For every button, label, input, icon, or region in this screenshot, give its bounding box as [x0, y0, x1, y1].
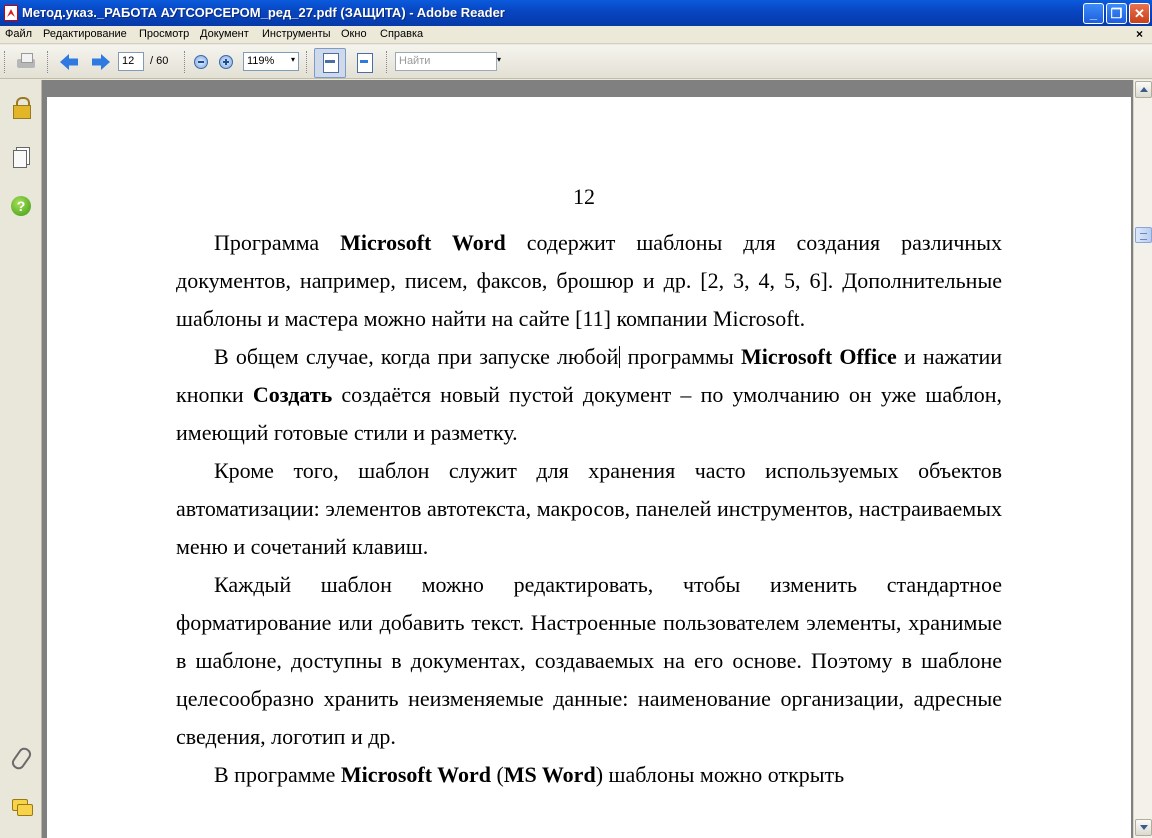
- minimize-button[interactable]: _: [1083, 3, 1104, 24]
- pages-icon[interactable]: [11, 146, 31, 168]
- close-button[interactable]: ✕: [1129, 3, 1150, 24]
- search-dropdown-icon[interactable]: ▾: [497, 55, 502, 64]
- previous-page-icon[interactable]: [58, 51, 80, 73]
- attachment-icon[interactable]: [11, 746, 31, 768]
- fit-page-icon[interactable]: [314, 48, 346, 78]
- toolbar-grip[interactable]: [47, 51, 50, 73]
- maximize-button[interactable]: ❐: [1106, 3, 1127, 24]
- title-bar: [0, 0, 1152, 26]
- vertical-scrollbar[interactable]: [1133, 80, 1152, 838]
- toolbar-grip[interactable]: [306, 51, 309, 73]
- toolbar-grip[interactable]: [386, 51, 389, 73]
- navigation-panel: [0, 80, 42, 838]
- page-number: 12: [573, 184, 595, 209]
- menu-window[interactable]: Окно: [341, 28, 367, 40]
- menu-bar: [0, 26, 1152, 44]
- zoom-out-icon[interactable]: [194, 55, 208, 69]
- document-viewport[interactable]: [42, 80, 1133, 838]
- fit-width-icon[interactable]: [354, 51, 376, 73]
- page-total: / 60: [150, 55, 169, 67]
- zoom-select[interactable]: [243, 52, 299, 71]
- window-title: Метод.указ._РАБОТА АУТСОРСЕРОМ_ред_27.pdf (ЗАЩИТА) - Adobe Reader: [22, 5, 505, 20]
- help-icon[interactable]: ?: [11, 196, 31, 216]
- menu-help[interactable]: Справка: [380, 28, 424, 40]
- zoom-value: 119%: [247, 55, 275, 67]
- document-close-icon[interactable]: ×: [1136, 27, 1144, 41]
- paragraph-3: Кроме того, шаблон служит для хранения часто используемых объектов автоматизации: элементов автотекста, макросов, панелей инструментов, настраиваемых меню и сочетаний клавиш.: [176, 458, 1002, 559]
- menu-tools[interactable]: Инструменты: [262, 28, 331, 40]
- comments-icon[interactable]: [11, 796, 31, 818]
- menu-file[interactable]: Файл: [5, 28, 33, 40]
- next-page-icon[interactable]: [90, 51, 112, 73]
- paragraph-4: Каждый шаблон можно редактировать, чтобы изменить стандартное форматирование или добавить текст. Настроенные пользователем элементы, хранимые в шаблоне, доступны в документах, создаваемых на его основе. Поэтому в шаблоне целесообразно хранить неизменяемые данные: наименование организации, адресные сведения, логотип и др.: [176, 572, 1002, 749]
- lock-icon[interactable]: [11, 96, 31, 118]
- zoom-in-icon[interactable]: [219, 55, 233, 69]
- toolbar-grip[interactable]: [4, 51, 7, 73]
- document-page[interactable]: [47, 97, 1131, 838]
- toolbar: [0, 45, 1152, 79]
- scroll-up-icon[interactable]: [1135, 81, 1152, 98]
- scroll-thumb[interactable]: [1135, 227, 1152, 243]
- menu-document[interactable]: Документ: [200, 28, 249, 40]
- document-body: [176, 224, 1002, 794]
- menu-view[interactable]: Просмотр: [139, 28, 190, 40]
- adobe-pdf-icon[interactable]: [4, 5, 18, 21]
- toolbar-grip[interactable]: [184, 51, 187, 73]
- chevron-down-icon[interactable]: ▾: [290, 55, 295, 64]
- paragraph-1: Программа Microsoft Word содержит шаблоны для создания различных документов, например, писем, факсов, брошюр и др. [2, 3, 4, 5, 6]. Дополнительные шаблоны и мастера можно найти на сайте [11] компании Microsoft.: [176, 230, 1002, 331]
- paragraph-2: В общем случае, когда при запуске любой программы Microsoft Office и нажатии кнопки Создать создаётся новый пустой документ – по умолчанию он уже шаблон, имеющий готовые стили и разметку.: [176, 344, 1002, 445]
- print-icon[interactable]: [15, 51, 37, 73]
- paragraph-5: В программе Microsoft Word (MS Word) шаблоны можно открыть: [214, 762, 845, 787]
- search-input[interactable]: Найти: [395, 52, 497, 71]
- page-number-input[interactable]: 12: [118, 52, 144, 71]
- menu-edit[interactable]: Редактирование: [43, 28, 127, 40]
- scroll-down-icon[interactable]: [1135, 819, 1152, 836]
